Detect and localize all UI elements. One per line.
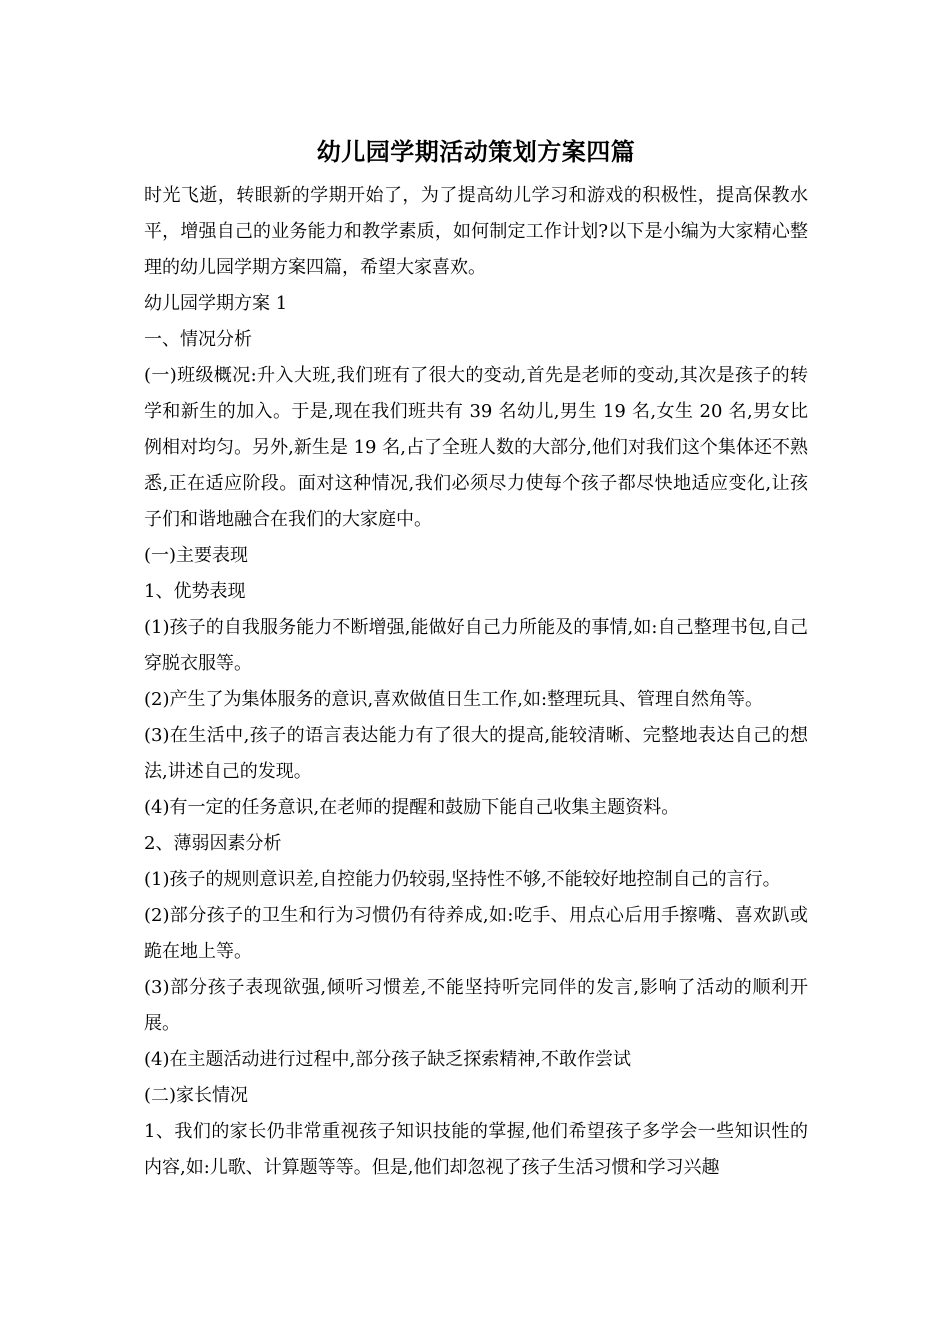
document-title: 幼儿园学期活动策划方案四篇 <box>316 137 636 166</box>
intro-paragraph: 时光飞逝，转眼新的学期开始了，为了提高幼儿学习和游戏的积极性，提高保教水平，增强自己的业务能力和教学素质，如何制定工作计划?以下是小编为大家精心整理的幼儿园学期方案四篇，希望大家喜欢。 <box>144 185 808 278</box>
section-heading-situation-analysis: 一、情况分析 <box>144 329 252 350</box>
weakness-item-3: (3)部分孩子表现欲强,倾听习惯差,不能坚持听完同伴的发言,影响了活动的顺利开展。 <box>144 977 808 1034</box>
subheading-weaknesses: 2、薄弱因素分析 <box>144 833 282 854</box>
class-overview-paragraph: (一)班级概况:升入大班,我们班有了很大的变动,首先是老师的变动,其次是孩子的转学和新生的加入。于是,现在我们班共有 39 名幼儿,男生 19 名,女生 20 名,男女比例相对均匀。另外,新生是 19 名,占了全班人数的大部分,他们对我们这个集体还不熟悉,正在适应阶段。面对这种情况,我们必须尽力使每个孩子都尽快地适应变化,让孩子们和谐地融合在我们的大家庭中。 <box>144 365 808 530</box>
strength-item-2: (2)产生了为集体服务的意识,喜欢做值日生工作,如:整理玩具、管理自然角等。 <box>144 689 764 710</box>
weakness-item-2: (2)部分孩子的卫生和行为习惯仍有待养成,如:吃手、用点心后用手擦嘴、喜欢趴或跪在地上等。 <box>144 905 808 962</box>
weakness-item-1: (1)孩子的规则意识差,自控能力仍较弱,坚持性不够,不能较好地控制自己的言行。 <box>144 869 781 890</box>
document-body <box>144 128 808 1186</box>
parents-item-1: 1、我们的家长仍非常重视孩子知识技能的掌握,他们希望孩子多学会一些知识性的内容,如:儿歌、计算题等等。但是,他们却忽视了孩子生活习惯和学习兴趣 <box>144 1121 808 1178</box>
section-heading-plan-1: 幼儿园学期方案 1 <box>144 293 288 314</box>
subheading-strengths: 1、优势表现 <box>144 581 246 602</box>
strength-item-4: (4)有一定的任务意识,在老师的提醒和鼓励下能自己收集主题资料。 <box>144 797 680 818</box>
strength-item-3: (3)在生活中,孩子的语言表达能力有了很大的提高,能较清晰、完整地表达自己的想法,讲述自己的发现。 <box>144 725 808 782</box>
strength-item-1: (1)孩子的自我服务能力不断增强,能做好自己力所能及的事情,如:自己整理书包,自己穿脱衣服等。 <box>144 617 808 674</box>
weakness-item-4: (4)在主题活动进行过程中,部分孩子缺乏探索精神,不敢作尝试 <box>144 1049 631 1070</box>
subheading-main-performance: (一)主要表现 <box>144 545 249 566</box>
subheading-parents: (二)家长情况 <box>144 1085 249 1106</box>
